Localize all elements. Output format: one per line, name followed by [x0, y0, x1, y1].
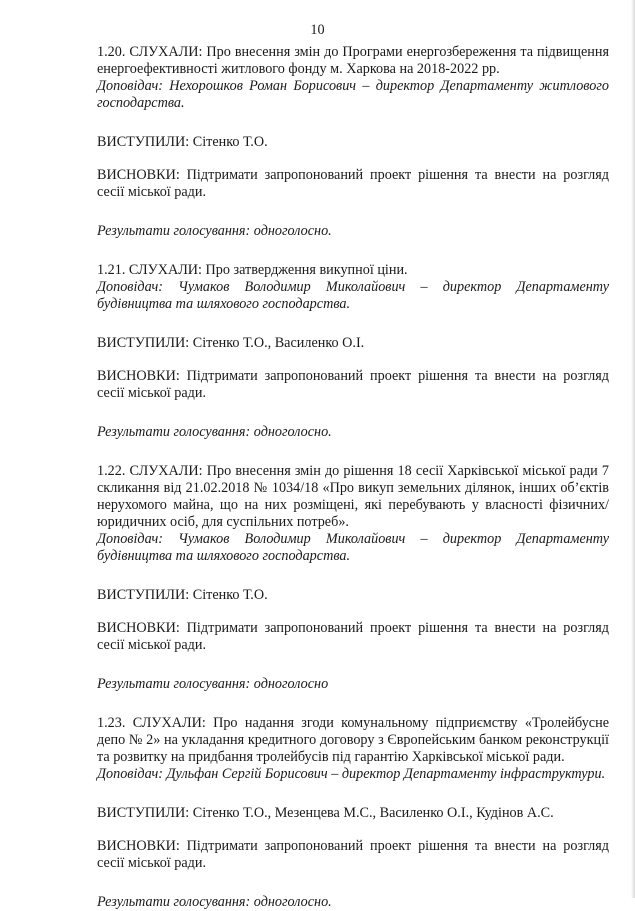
item-speaker: Доповідач: Чумаков Володимир Миколайович – директор Департаменту будівництва та шляхового господарства.: [97, 279, 609, 312]
page-number: 10: [310, 22, 325, 38]
item-heading: 1.22. СЛУХАЛИ: Про внесення змін до рішення 18 сесії Харківської міської ради 7 скликання від 21.02.2018 № 1034/18 «Про викуп земельних ділянок, інших об’єктів нерухомого майна, що на них розміщені, які перебувають у власності фізичних/юридичних осіб, для суспільних потреб».: [97, 463, 609, 530]
item-vote: Результати голосування: одноголосно.: [97, 424, 332, 440]
document-body: [97, 44, 609, 911]
item-heading: 1.20. СЛУХАЛИ: Про внесення змін до Програми енергозбереження та підвищення енергоефективності житлового фонду м. Харкова на 2018-2022 рр.: [97, 44, 609, 77]
item-speaker: Доповідач: Дульфан Сергій Борисович – директор Департаменту інфраструктури.: [97, 766, 606, 782]
item-heading: 1.23. СЛУХАЛИ: Про надання згоди комунальному підприємству «Тролейбусне депо № 2» на укладання кредитного договору з Європейським банком реконструкції та розвитку на придбання тролейбусів під гарантію Харківської міської ради.: [97, 715, 609, 765]
agenda-item: [97, 715, 609, 911]
item-spoke: ВИСТУПИЛИ: Сітенко Т.О.: [97, 587, 268, 603]
item-conclusion: ВИСНОВКИ: Підтримати запропонований проект рішення та внести на розгляд сесії міської ради.: [97, 620, 609, 653]
item-heading: 1.21. СЛУХАЛИ: Про затвердження викупної ціни.: [97, 262, 408, 278]
scan-edge-shadow: [631, 0, 635, 898]
item-spoke: ВИСТУПИЛИ: Сітенко Т.О., Мезенцева М.С., Василенко О.І., Кудінов А.С.: [97, 805, 554, 821]
item-conclusion: ВИСНОВКИ: Підтримати запропонований проект рішення та внести на розгляд сесії міської ради.: [97, 838, 609, 871]
agenda-item: [97, 463, 609, 693]
item-conclusion: ВИСНОВКИ: Підтримати запропонований проект рішення та внести на розгляд сесії міської ради.: [97, 167, 609, 200]
item-vote: Результати голосування: одноголосно.: [97, 894, 332, 910]
agenda-item: [97, 44, 609, 240]
item-vote: Результати голосування: одноголосно: [97, 676, 329, 692]
item-spoke: ВИСТУПИЛИ: Сітенко Т.О.: [97, 134, 268, 150]
item-conclusion: ВИСНОВКИ: Підтримати запропонований проект рішення та внести на розгляд сесії міської ради.: [97, 368, 609, 401]
item-spoke: ВИСТУПИЛИ: Сітенко Т.О., Василенко О.І.: [97, 335, 365, 351]
agenda-item: [97, 262, 609, 441]
item-vote: Результати голосування: одноголосно.: [97, 223, 332, 239]
item-speaker: Доповідач: Чумаков Володимир Миколайович – директор Департаменту будівництва та шляхового господарства.: [97, 531, 609, 564]
item-speaker: Доповідач: Нехорошков Роман Борисович – директор Департаменту житлового господарства.: [97, 78, 609, 111]
